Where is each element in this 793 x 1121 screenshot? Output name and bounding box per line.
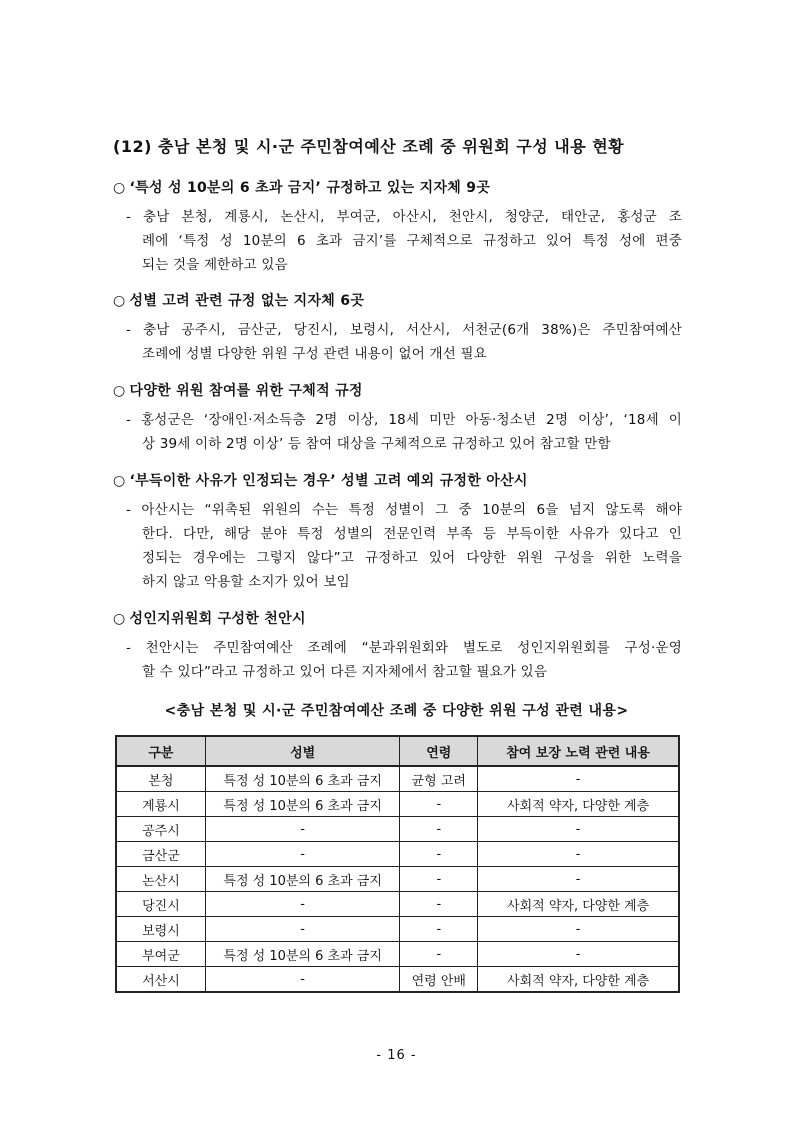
bullet-title-text: 성인지위원회 구성한 천안시 bbox=[129, 611, 306, 627]
body-line: 상 39세 이하 2명 이상’ 등 참여 대상을 구체적으로 규정하고 있어 참고할 만함 bbox=[142, 436, 611, 452]
cell-gender: 특정 성 10분의 6 초과 금지 bbox=[205, 766, 400, 792]
table-row bbox=[116, 967, 679, 993]
body-line: - 홍성군은 ‘장애인·저소득층 2명 이상, 18세 미만 아동·청소년 2명 이상’, ‘18세 이 bbox=[126, 412, 682, 428]
cell-participation: - bbox=[478, 817, 679, 842]
cell-region: 계룡시 bbox=[116, 792, 205, 817]
cell-age: - bbox=[400, 867, 478, 892]
policy-table bbox=[115, 735, 680, 993]
table-caption: <충남 본청 및 시·군 주민참여예산 조례 중 다양한 위원 구성 관련 내용> bbox=[164, 703, 629, 719]
bullet-title-5 bbox=[113, 608, 306, 628]
cell-gender: - bbox=[205, 917, 400, 942]
cell-participation: - bbox=[478, 842, 679, 867]
body-line: 정되는 경우에는 그렇지 않다”고 규정하고 있어 다양한 위원 구성을 위한 노력을 bbox=[142, 550, 682, 566]
body-line: 하지 않고 악용할 소지가 있어 보임 bbox=[142, 574, 350, 590]
table-header-row bbox=[116, 736, 679, 766]
cell-age: 연령 안배 bbox=[400, 967, 478, 993]
bullet-body-4 bbox=[126, 498, 682, 594]
bullet-title-4 bbox=[113, 470, 528, 490]
table-row bbox=[116, 942, 679, 967]
body-line: - 충남 공주시, 금산군, 당진시, 보령시, 서산시, 서천군(6개 38%)은 주민참여예산 bbox=[126, 322, 682, 338]
cell-region: 공주시 bbox=[116, 817, 205, 842]
bullet-title-text: ‘특성 성 10분의 6 초과 금지’ 규정하고 있는 지자체 9곳 bbox=[129, 180, 491, 196]
body-line: - 충남 본청, 계룡시, 논산시, 부여군, 아산시, 천안시, 청양군, 태안군, 홍성군 조 bbox=[126, 209, 682, 225]
bullet-body-1 bbox=[126, 205, 682, 277]
cell-region: 부여군 bbox=[116, 942, 205, 967]
cell-age: - bbox=[400, 817, 478, 842]
circle-bullet-icon: ○ bbox=[113, 383, 126, 399]
cell-region: 본청 bbox=[116, 766, 205, 792]
cell-region: 보령시 bbox=[116, 917, 205, 942]
table-row bbox=[116, 842, 679, 867]
bullet-body-3 bbox=[126, 408, 682, 456]
header-participation: 참여 보장 노력 관련 내용 bbox=[478, 736, 679, 766]
cell-age: - bbox=[400, 892, 478, 917]
circle-bullet-icon: ○ bbox=[113, 611, 126, 627]
cell-age: 균형 고려 bbox=[400, 766, 478, 792]
cell-gender: 특정 성 10분의 6 초과 금지 bbox=[205, 867, 400, 892]
cell-participation: - bbox=[478, 917, 679, 942]
cell-participation: 사회적 약자, 다양한 계층 bbox=[478, 792, 679, 817]
cell-age: - bbox=[400, 917, 478, 942]
body-line: 한다. 다만, 해당 분야 특정 성별의 전문인력 부족 등 부득이한 사유가 있다고 인 bbox=[142, 526, 682, 542]
header-age: 연령 bbox=[400, 736, 478, 766]
table-row bbox=[116, 792, 679, 817]
cell-gender: - bbox=[205, 892, 400, 917]
table-row bbox=[116, 917, 679, 942]
cell-region: 당진시 bbox=[116, 892, 205, 917]
cell-participation: - bbox=[478, 867, 679, 892]
cell-participation: 사회적 약자, 다양한 계층 bbox=[478, 892, 679, 917]
body-line: - 아산시는 “위촉된 위원의 수는 특정 성별이 그 중 10분의 6을 넘지 않도록 해야 bbox=[126, 502, 682, 518]
page-number: - 16 - bbox=[376, 1048, 417, 1063]
body-line: 조례에 성별 다양한 위원 구성 관련 내용이 없어 개선 필요 bbox=[142, 346, 487, 362]
bullet-title-text: 다양한 위원 참여를 위한 구체적 규정 bbox=[129, 383, 363, 399]
circle-bullet-icon: ○ bbox=[113, 473, 126, 489]
body-line: 례에 ‘특정 성 10분의 6 초과 금지’를 구체적으로 규정하고 있어 특정 성에 편중 bbox=[142, 233, 682, 249]
cell-gender: 특정 성 10분의 6 초과 금지 bbox=[205, 792, 400, 817]
cell-region: 서산시 bbox=[116, 967, 205, 993]
bullet-title-text: 성별 고려 관련 규정 없는 지자체 6곳 bbox=[129, 293, 365, 309]
table-row bbox=[116, 766, 679, 792]
header-category: 구분 bbox=[116, 736, 205, 766]
cell-age: - bbox=[400, 792, 478, 817]
table-row bbox=[116, 817, 679, 842]
bullet-title-1 bbox=[113, 177, 490, 197]
header-gender: 성별 bbox=[205, 736, 400, 766]
bullet-body-2 bbox=[126, 318, 682, 366]
body-line: 되는 것을 제한하고 있음 bbox=[142, 257, 288, 273]
cell-participation: - bbox=[478, 766, 679, 792]
circle-bullet-icon: ○ bbox=[113, 180, 126, 196]
cell-gender: 특정 성 10분의 6 초과 금지 bbox=[205, 942, 400, 967]
table-row bbox=[116, 867, 679, 892]
circle-bullet-icon: ○ bbox=[113, 293, 126, 309]
section-heading: (12) 충남 본청 및 시·군 주민참여예산 조례 중 위원회 구성 내용 현황 bbox=[113, 137, 625, 156]
cell-participation: - bbox=[478, 942, 679, 967]
bullet-title-text: ‘부득이한 사유가 인정되는 경우’ 성별 고려 예외 규정한 아산시 bbox=[129, 473, 528, 489]
cell-age: - bbox=[400, 842, 478, 867]
bullet-title-3 bbox=[113, 380, 363, 400]
body-line: 할 수 있다”라고 규정하고 있어 다른 지자체에서 참고할 필요가 있음 bbox=[142, 664, 548, 680]
cell-gender: - bbox=[205, 817, 400, 842]
bullet-title-2 bbox=[113, 290, 364, 310]
cell-gender: - bbox=[205, 967, 400, 993]
bullet-body-5 bbox=[126, 636, 682, 684]
body-line: - 천안시는 주민참여예산 조례에 “분과위원회와 별도로 성인지위원회를 구성·운영 bbox=[126, 640, 682, 656]
cell-participation: 사회적 약자, 다양한 계층 bbox=[478, 967, 679, 993]
cell-age: - bbox=[400, 942, 478, 967]
cell-gender: - bbox=[205, 842, 400, 867]
cell-region: 논산시 bbox=[116, 867, 205, 892]
cell-region: 금산군 bbox=[116, 842, 205, 867]
table-row bbox=[116, 892, 679, 917]
